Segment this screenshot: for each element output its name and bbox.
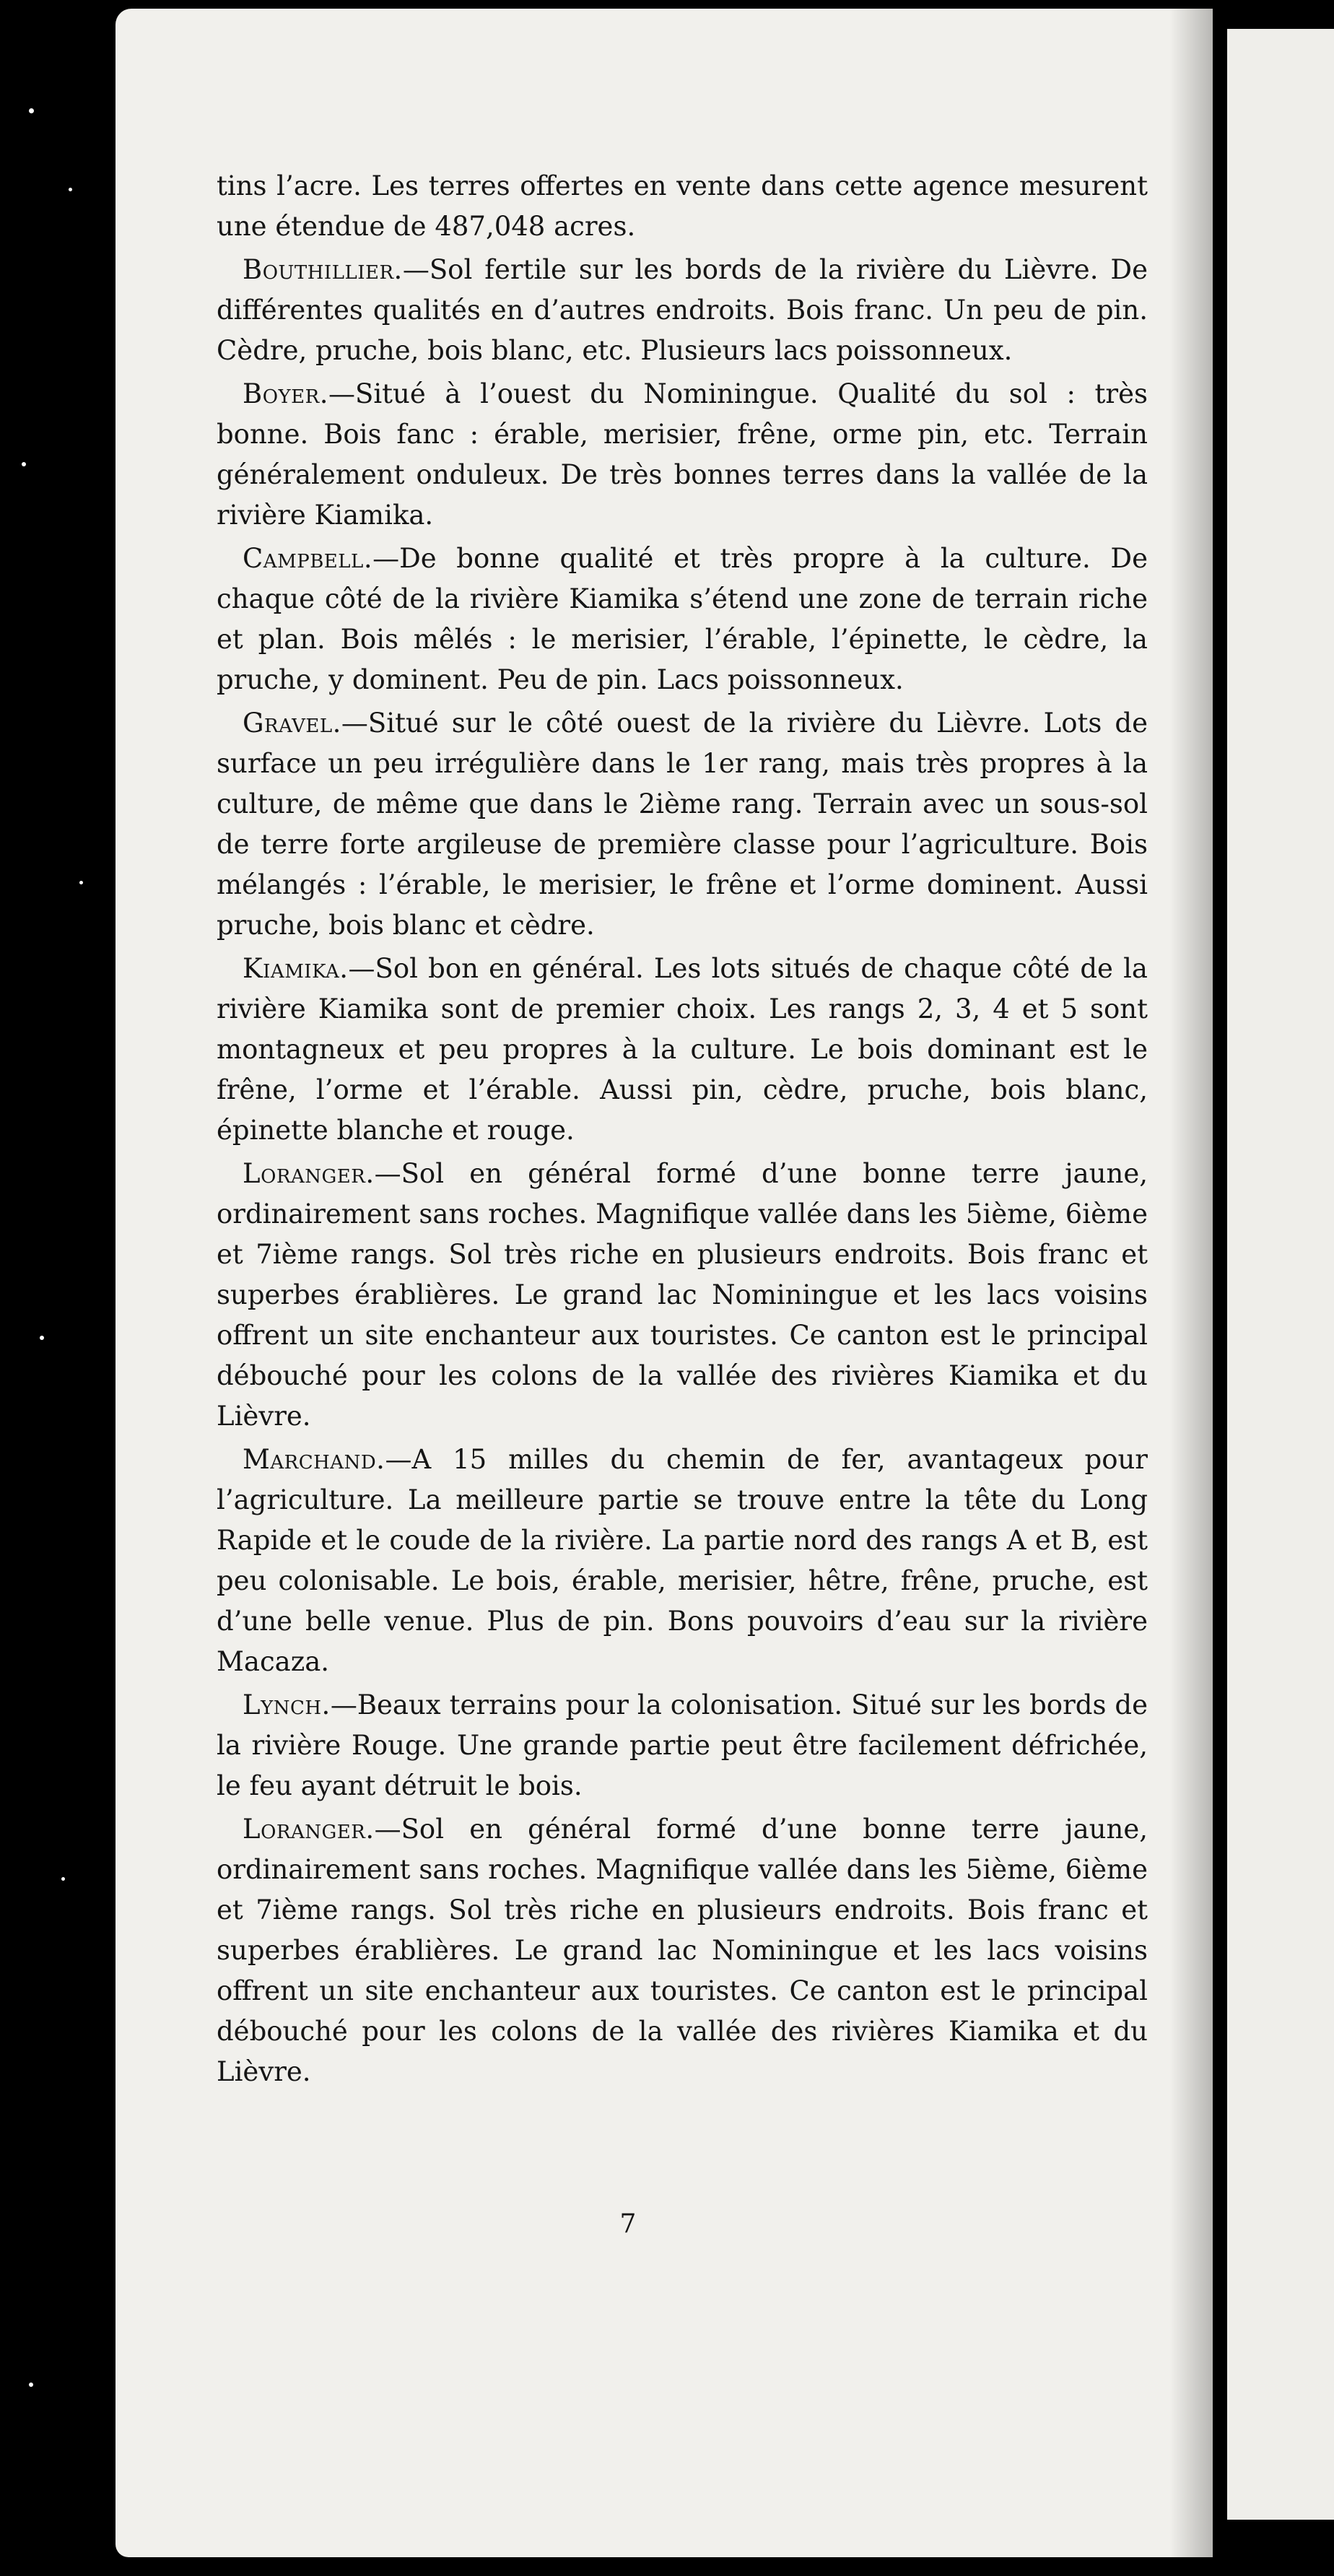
dust-speck bbox=[69, 188, 72, 191]
paragraph-marchand bbox=[217, 1440, 1148, 1682]
township-heading: Loranger. bbox=[243, 1158, 375, 1189]
paragraph-lynch bbox=[217, 1685, 1148, 1806]
paragraph-text: —Sol en général formé d’une bonne terre jaune, ordinairement sans roches. Magnifique vallée dans les 5ième, 6ième et 7ième rangs. Sol très riche en plusieurs endroits. Bois franc et superbes érablières. Le grand lac Nominingue et les lacs voisins offrent un site enchanteur aux touristes. Ce canton est le principal débouché pour les colons de la vallée des rivières Kiamika et du Lièvre. bbox=[217, 1814, 1148, 2087]
township-heading: Gravel. bbox=[243, 708, 341, 739]
paragraph-text: —Sol fertile sur les bords de la rivière du Lièvre. De différentes qualités en d’autres endroits. Bois franc. Un peu de pin. Cèdre, pruche, bois blanc, etc. Plusieurs lacs poissonneux. bbox=[217, 254, 1148, 366]
paragraph-text: tins l’acre. Les terres offertes en vente dans cette agence mesurent une étendue de 487,048 acres. bbox=[217, 170, 1148, 242]
dust-speck bbox=[40, 1336, 44, 1340]
page-number: 7 bbox=[619, 2209, 637, 2239]
township-heading: Kiamika. bbox=[243, 953, 349, 984]
paragraph-boyer bbox=[217, 374, 1148, 536]
paragraph-loranger bbox=[217, 1154, 1148, 1437]
paragraph-text: —Situé à l’ouest du Nominingue. Qualité du sol : très bonne. Bois fanc : érable, merisier, frêne, orme pin, etc. Terrain généralement onduleux. De très bonnes terres dans la vallée de la rivière Kiamika. bbox=[217, 378, 1148, 531]
dust-speck bbox=[29, 108, 34, 113]
page-gutter bbox=[1169, 9, 1234, 2557]
township-heading: Lynch. bbox=[243, 1689, 331, 1720]
township-heading: Loranger. bbox=[243, 1814, 375, 1845]
dust-speck bbox=[29, 2383, 33, 2387]
township-heading: Campbell. bbox=[243, 543, 373, 574]
paragraph-text: —Sol en général formé d’une bonne terre jaune, ordinairement sans roches. Magnifique vallée dans les 5ième, 6ième et 7ième rangs. Sol très riche en plusieurs endroits. Bois franc et superbes érablières. Le grand lac Nominingue et les lacs voisins offrent un site enchanteur aux touristes. Ce canton est le principal débouché pour les colons de la vallée des rivières Kiamika et du Lièvre. bbox=[217, 1158, 1148, 1432]
dust-speck bbox=[61, 1877, 65, 1881]
township-heading: Bouthillier. bbox=[243, 254, 403, 285]
paragraph-intro bbox=[217, 166, 1148, 247]
facing-page-edge bbox=[1227, 29, 1334, 2520]
paragraph-text: —Situé sur le côté ouest de la rivière du Lièvre. Lots de surface un peu irrégulière dans le 1er rang, mais très propres à la culture, de même que dans le 2ième rang. Terrain avec un sous-sol de terre forte argileuse de première classe pour l’agriculture. Bois mélangés : l’érable, le merisier, le frêne et l’orme dominent. Aussi pruche, bois blanc et cèdre. bbox=[217, 708, 1148, 941]
township-heading: Marchand. bbox=[243, 1444, 385, 1475]
paragraph-text: —A 15 milles du chemin de fer, avantageux pour l’agriculture. La meilleure partie se trouve entre la tête du Long Rapide et le coude de la rivière. La partie nord des rangs A et B, est peu colonisable. Le bois, érable, merisier, hêtre, frêne, pruche, est d’une belle venue. Plus de pin. Bons pouvoirs d’eau sur la rivière Macaza. bbox=[217, 1444, 1148, 1677]
page-text bbox=[217, 166, 1148, 2095]
paragraph-gravel bbox=[217, 703, 1148, 946]
paragraph-bouthillier bbox=[217, 250, 1148, 371]
dust-speck bbox=[22, 462, 26, 466]
paragraph-campbell bbox=[217, 539, 1148, 700]
paragraph-text: —Sol bon en général. Les lots situés de chaque côté de la rivière Kiamika sont de premier choix. Les rangs 2, 3, 4 et 5 sont montagneux et peu propres à la culture. Le bois dominant est le frêne, l’orme et l’érable. Aussi pin, cèdre, pruche, bois blanc, épinette blanche et rouge. bbox=[217, 953, 1148, 1146]
paragraph-kiamika bbox=[217, 949, 1148, 1151]
township-heading: Boyer. bbox=[243, 378, 328, 409]
paragraph-text: —Beaux terrains pour la colonisation. Situé sur les bords de la rivière Rouge. Une grande partie peut être facilement défrichée, le feu ayant détruit le bois. bbox=[217, 1689, 1148, 1801]
dust-speck bbox=[79, 881, 83, 884]
paragraph-loranger-repeat bbox=[217, 1809, 1148, 2092]
paragraph-text: —De bonne qualité et très propre à la culture. De chaque côté de la rivière Kiamika s’étend une zone de terrain riche et plan. Bois mêlés : le merisier, l’érable, l’épinette, le cèdre, la pruche, y dominent. Peu de pin. Lacs poissonneux. bbox=[217, 543, 1148, 695]
